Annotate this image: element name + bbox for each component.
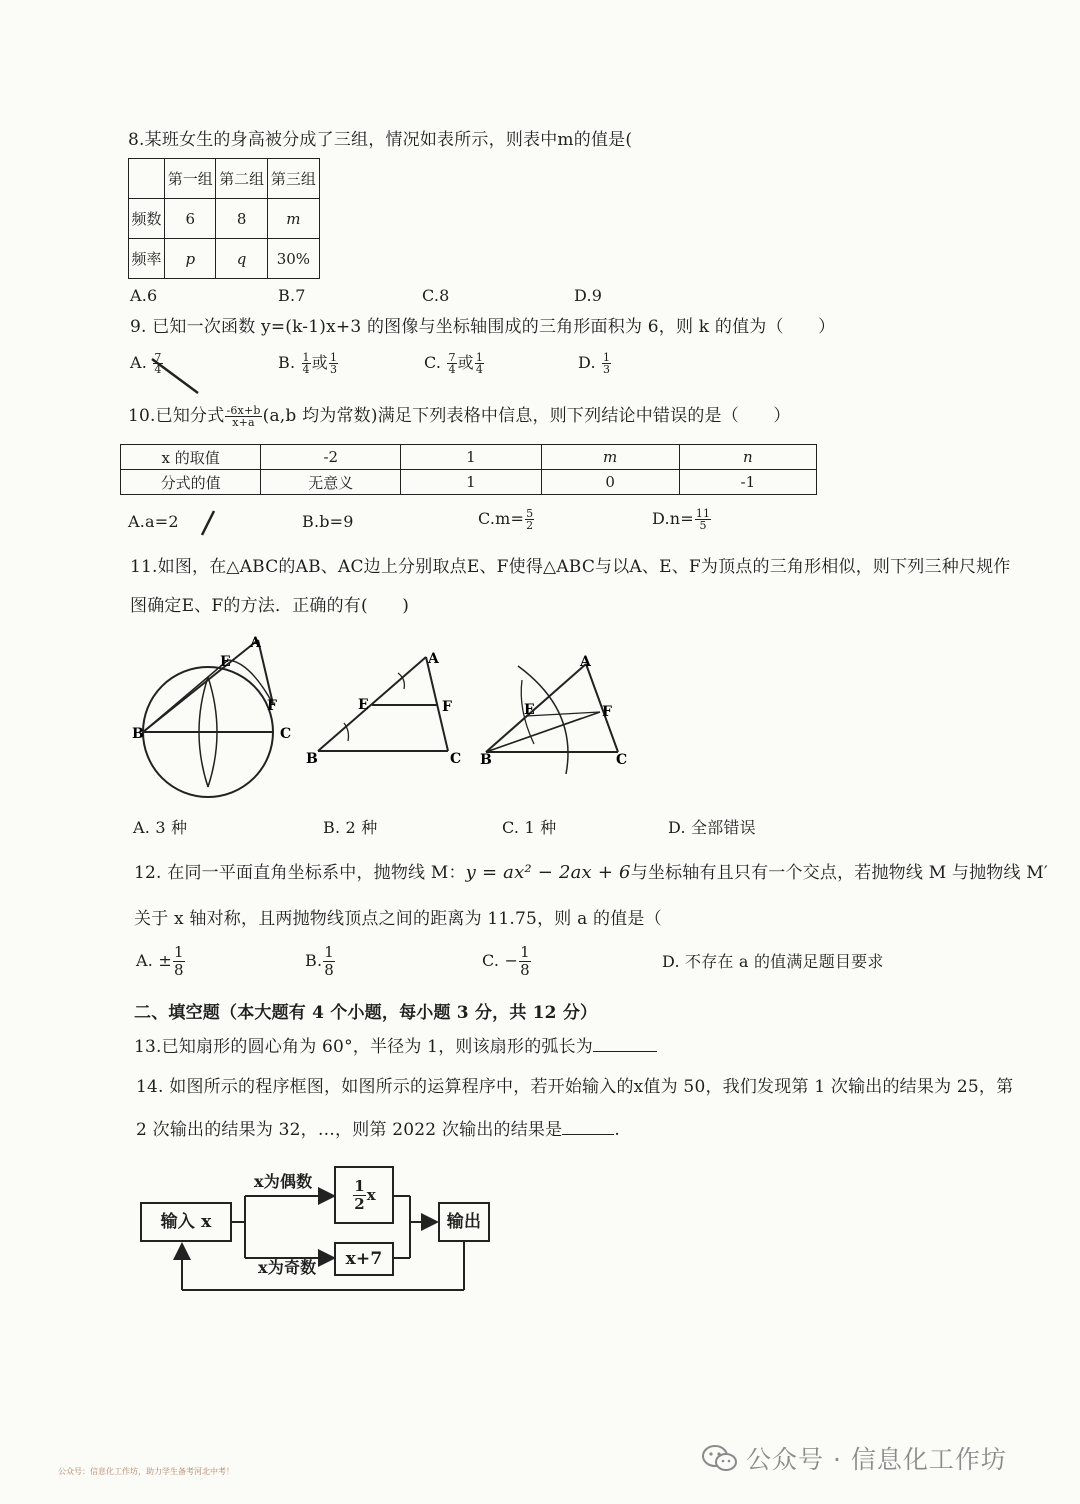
q9-option-b-label: B.	[278, 353, 296, 372]
q8-table-cell: 频率	[129, 239, 165, 279]
fraction-denominator: 2	[354, 1194, 365, 1213]
q10-option-c	[478, 508, 535, 531]
q12-stem-pre: 12. 在同一平面直角坐标系中，抛物线 M：	[134, 863, 466, 883]
q14-stem-line1: 14. 如图所示的程序框图，如图所示的运算程序中，若开始输入的x值为 50，我们发现第 1 次输出的结果为 25，第	[136, 1077, 1014, 1097]
q10-stem-post: (a,b 均为常数)满足下列表格中信息，则下列结论中错误的是（ ）	[262, 406, 791, 426]
fraction-denominator: 4	[302, 363, 310, 376]
fraction-numerator: 11	[695, 507, 711, 520]
q12-option-a	[136, 944, 186, 979]
parallel-construction-figure	[306, 645, 476, 770]
fraction-denominator: 2	[526, 519, 534, 532]
label-f: F	[267, 698, 277, 714]
fraction-denominator: 4	[154, 363, 162, 376]
q14-answer-blank	[562, 1118, 614, 1135]
fraction-denominator: 8	[324, 961, 334, 979]
q11-stem-line1: 11.如图，在△ABC的AB、AC边上分别取点E、F使得△ABC与以A、E、F为顶点的三角形相似，则下列三种尺规作	[130, 557, 1011, 577]
flowchart-half-var: x	[366, 1186, 376, 1204]
q9-stem: 9. 已知一次函数 y=(k-1)x+3 的图像与坐标轴围成的三角形面积为 6，则 k 的值为（ ）	[130, 317, 836, 337]
wechat-icon	[700, 1443, 740, 1473]
q10-table-cell: -2	[261, 445, 401, 470]
label-c: C	[450, 751, 462, 767]
footer-watermark	[700, 1440, 1007, 1476]
circle-construction-figure	[130, 632, 300, 802]
q8-table-cell	[129, 159, 165, 199]
q13-stem	[134, 1035, 657, 1057]
fraction-numerator: 7	[448, 351, 456, 364]
q10-option-d	[652, 508, 712, 531]
q8-table-cell: 频数	[129, 199, 165, 239]
q9-option-b	[278, 352, 339, 375]
q11-stem-line2: 图确定E、F的方法．正确的有( )	[130, 596, 410, 616]
q12-option-d: D. 不存在 a 的值满足题目要求	[662, 952, 884, 971]
watermark-text: 公众号 · 信息化工作坊	[746, 1445, 1007, 1474]
flowchart-half-box	[334, 1166, 394, 1224]
fraction-denominator: 8	[520, 961, 530, 979]
fraction-numerator: 1	[354, 1176, 365, 1195]
label-f: F	[602, 704, 612, 720]
q8-table-cell: 6	[165, 199, 216, 239]
q9-option-b-fraction-1	[302, 352, 311, 375]
q9-option-b-fraction-2	[329, 352, 338, 375]
q10-table-cell: m	[541, 445, 679, 470]
label-f: F	[442, 699, 452, 715]
q9-option-b-or: 或	[311, 353, 328, 372]
q8-table	[128, 158, 320, 279]
fraction-numerator: 1	[603, 351, 611, 364]
pen-check-mark	[198, 509, 218, 537]
flowchart-plus-box: x+7	[334, 1242, 394, 1276]
q11-option-a: A. 3 种	[133, 818, 188, 837]
q8-stem: 8.某班女生的身高被分成了三组，情况如表所示，则表中m的值是(	[128, 130, 633, 150]
label-e: E	[358, 697, 369, 713]
fraction-denominator: 3	[329, 363, 338, 376]
q8-table-cell: 30%	[267, 239, 319, 279]
q11-option-c: C. 1 种	[502, 818, 557, 837]
q14-stem-line2-text: 2 次输出的结果为 32，…，则第 2022 次输出的结果是	[136, 1120, 563, 1140]
label-e: E	[220, 654, 231, 670]
q10-option-d-label: D.n=	[652, 509, 694, 528]
q8-table-cell: 第三组	[267, 159, 319, 199]
label-c: C	[280, 726, 292, 742]
fraction-numerator: 1	[475, 351, 484, 364]
fraction-denominator: 4	[448, 363, 456, 376]
fraction-numerator: 1	[324, 943, 334, 961]
q8-option-b: B.7	[278, 286, 306, 305]
q9-option-d-fraction	[602, 352, 611, 375]
label-b: B	[480, 752, 492, 768]
q9-option-c-fraction-2	[475, 352, 484, 375]
q10-table-cell: 1	[401, 470, 541, 495]
q10-option-a: A.a=2	[128, 512, 179, 531]
q11-figure-1	[130, 632, 300, 806]
flowchart-output-box: 输出	[438, 1202, 490, 1242]
label-b: B	[306, 751, 318, 767]
fraction-numerator: 1	[329, 351, 338, 364]
section-fill-in-blank-title: 二、填空题（本大题有 4 个小题，每小题 3 分，共 12 分）	[134, 1003, 598, 1023]
q13-stem-text: 13.已知扇形的圆心角为 60°，半径为 1，则该扇形的弧长为	[134, 1037, 593, 1057]
label-b: B	[132, 726, 144, 742]
q10-table-cell: 0	[541, 470, 679, 495]
q9-option-c-fraction-1	[447, 352, 456, 375]
q8-option-d: D.9	[574, 286, 603, 305]
fraction-numerator: 7	[154, 351, 162, 364]
q12-option-b	[305, 944, 336, 979]
q12-stem-post: 与坐标轴有且只有一个交点，若抛物线 M 与抛物线 M′	[630, 863, 1048, 883]
label-a: A	[580, 654, 591, 670]
fraction-denominator: x+a	[232, 416, 255, 429]
q13-answer-blank	[593, 1035, 657, 1052]
q12-stem-line1	[134, 863, 1048, 883]
q12-stem-line2: 关于 x 轴对称，且两抛物线顶点之间的距离为 11.75，则 a 的值是（	[134, 909, 662, 929]
q10-fraction	[225, 405, 261, 428]
q12-formula: y = ax² − 2ax + 6	[465, 862, 631, 883]
q10-table	[120, 444, 817, 495]
label-a: A	[428, 651, 439, 667]
fraction-denominator: 3	[603, 363, 611, 376]
q14-stem-end: .	[614, 1120, 620, 1140]
q11-figure-2	[306, 645, 476, 774]
q8-table-cell: 第二组	[216, 159, 267, 199]
q8-table-cell: 第一组	[165, 159, 216, 199]
flowchart-input-box: 输入 x	[140, 1202, 232, 1242]
q10-table-cell: 无意义	[261, 470, 401, 495]
q9-option-c	[424, 352, 485, 375]
label-e: E	[524, 702, 535, 718]
fraction-numerator: -6x+b	[226, 404, 261, 417]
q8-option-c: C.8	[422, 286, 450, 305]
q9-option-d	[578, 352, 612, 375]
q11-option-d: D. 全部错误	[668, 818, 756, 837]
q12-option-b-label: B.	[305, 951, 323, 970]
q10-option-c-label: C.m=	[478, 509, 525, 528]
q8-table-cell: p	[165, 239, 216, 279]
flowchart-half-fraction	[353, 1178, 365, 1213]
fraction-denominator: 8	[173, 961, 184, 979]
q11-option-b: B. 2 种	[323, 818, 378, 837]
pen-strike-mark	[150, 355, 202, 397]
fraction-numerator: 1	[520, 943, 530, 961]
flowchart-odd-label: x为奇数	[258, 1258, 317, 1277]
q12-option-c-label: C. −	[482, 951, 519, 970]
q10-stem-pre: 10.已知分式	[128, 406, 225, 426]
q12-option-a-label: A. ±	[136, 951, 172, 970]
q12-option-c-fraction	[519, 944, 531, 979]
footer-small-note: 公众号：信息化工作坊，助力学生备考河北中考！	[58, 1467, 234, 1476]
q11-figure-3	[478, 650, 638, 784]
q9-option-c-or: 或	[457, 353, 474, 372]
q10-option-b: B.b=9	[302, 512, 354, 531]
q10-table-cell: -1	[679, 470, 816, 495]
label-c: C	[616, 752, 628, 768]
flowchart-even-label: x为偶数	[254, 1172, 313, 1191]
q12-option-c	[482, 944, 532, 979]
q10-table-cell: n	[679, 445, 816, 470]
q9-option-d-label: D.	[578, 353, 596, 372]
q12-option-b-fraction	[323, 944, 335, 979]
q8-option-a: A.6	[130, 286, 158, 305]
q8-table-cell: m	[267, 199, 319, 239]
q10-option-c-fraction	[525, 508, 534, 531]
q9-option-c-label: C.	[424, 353, 442, 372]
q10-table-cell: 分式的值	[121, 470, 261, 495]
q14-flowchart	[130, 1160, 510, 1305]
q14-stem-line2	[136, 1118, 620, 1140]
q10-option-d-fraction	[695, 508, 711, 531]
q8-table-cell: 8	[216, 199, 267, 239]
fraction-numerator: 1	[302, 351, 310, 364]
q9-option-a-label: A.	[130, 353, 148, 372]
q10-table-cell: 1	[401, 445, 541, 470]
q12-option-a-fraction	[173, 944, 185, 979]
fraction-denominator: 4	[475, 363, 484, 376]
q10-table-cell: x 的取值	[121, 445, 261, 470]
fraction-numerator: 5	[526, 507, 534, 520]
q8-table-cell: q	[216, 239, 267, 279]
arc-construction-figure	[478, 650, 638, 780]
label-a: A	[250, 635, 261, 651]
q10-stem	[128, 405, 791, 428]
fraction-numerator: 1	[173, 943, 184, 961]
fraction-denominator: 5	[699, 519, 707, 532]
